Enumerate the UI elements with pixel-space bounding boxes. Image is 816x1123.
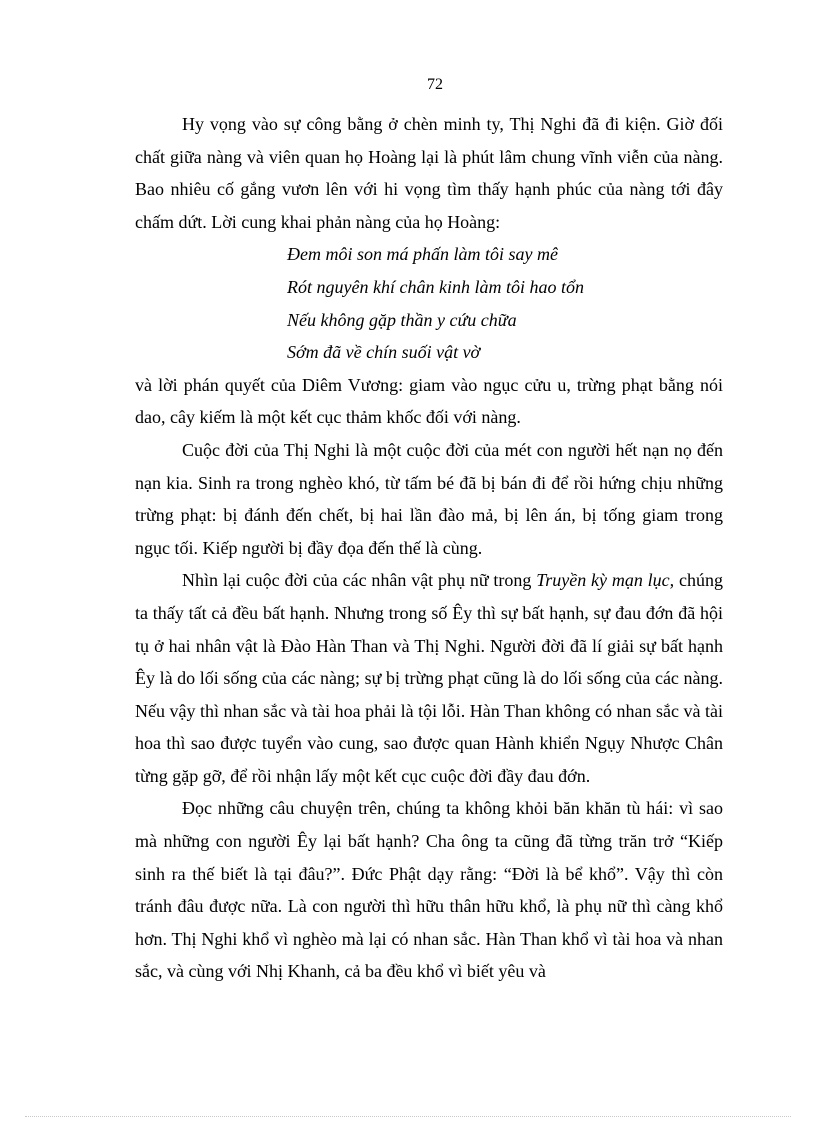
paragraph-4 — [135, 564, 723, 792]
paragraph-1: Hy vọng vào sự công bằng ở chèn minh ty, Thị Nghi đã đi kiện. Giờ đối chất giữa nàng và viên quan họ Hoàng lại là phút lâm chung vĩnh viễn của nàng. Bao nhiêu cố gắng vươn lên với hi vọng tìm thấy hạnh phúc của nàng tới đây chấm dứt. Lời cung khai phản nàng của họ Hoàng: — [135, 114, 723, 232]
poem-line-3: Nếu không gặp thần y cứu chữa — [287, 309, 517, 330]
page-bottom-divider — [25, 1116, 791, 1117]
poem-block — [135, 238, 723, 368]
paragraph-4-lead: Nhìn lại cuộc đời của các nhân vật phụ nữ trong — [182, 570, 537, 591]
paragraph-5: Đọc những câu chuyện trên, chúng ta không khỏi băn khăn tù hái: vì sao mà những con người Êy lại bất hạnh? Cha ông ta cũng đã từng trăn trở “Kiếp sinh ra thế biết là tại đâu?”. Đức Phật dạy rằng: “Đời là bể khổ”. Vậy thì còn tránh đâu được nữa. Là con người thì hữu thân hữu khổ, là phụ nữ thì càng khổ hơn. Thị Nghi khổ vì nghèo mà lại có nhan sắc. Hàn Than khổ vì tài hoa và nhan sắc, và cùng với Nhị Khanh, cả ba đều khổ vì biết yêu và — [135, 798, 723, 982]
page-number: 72 — [427, 76, 443, 93]
paragraph-2: và lời phán quyết của Diêm Vương: giam vào ngục cửu u, trừng phạt bằng nói dao, cây kiếm là một kết cục thảm khốc đối với nàng. — [135, 374, 723, 428]
paragraph-3: Cuộc đời của Thị Nghi là một cuộc đời của mét con người hết nạn nọ đến nạn kia. Sinh ra trong nghèo khó, từ tấm bé đã bị bán đi để rồi hứng chịu những trừng phạt: bị đánh đến chết, bị hai lần đào mả, bị lên án, bị tống giam trong ngục tối. Kiếp người bị đầy đọa đến thế là cùng. — [135, 439, 723, 558]
poem-line-2: Rót nguyên khí chân kinh làm tôi hao tổn — [287, 276, 584, 297]
book-title: Truyền kỳ mạn lục, — [536, 570, 675, 591]
page-body — [135, 108, 723, 988]
poem-line-1: Đem môi son má phấn làm tôi say mê — [287, 244, 558, 265]
paragraph-4-rest: chúng ta thấy tất cả đều bất hạnh. Nhưng trong số Êy thì sự bất hạnh, sự đau đớn đã hội tụ ở hai nhân vật là Đào Hàn Than và Thị Nghi. Người đời đã lí giải sự bất hạnh Êy là do lối sống của các nàng; sự bị trừng phạt cũng là do lối sống của các nàng. Nếu vậy thì nhan sắc và tài hoa phải là tội lỗi. Hàn Than không có nhan sắc và tài hoa thì sao được tuyển vào cung, sao được quan Hành khiển Ngụy Nhược Chân từng gặp gỡ, để rồi nhận lấy một kết cục cuộc đời đầy đau đớn. — [135, 570, 724, 786]
poem-line-4: Sớm đã về chín suối vật vờ — [287, 342, 481, 363]
